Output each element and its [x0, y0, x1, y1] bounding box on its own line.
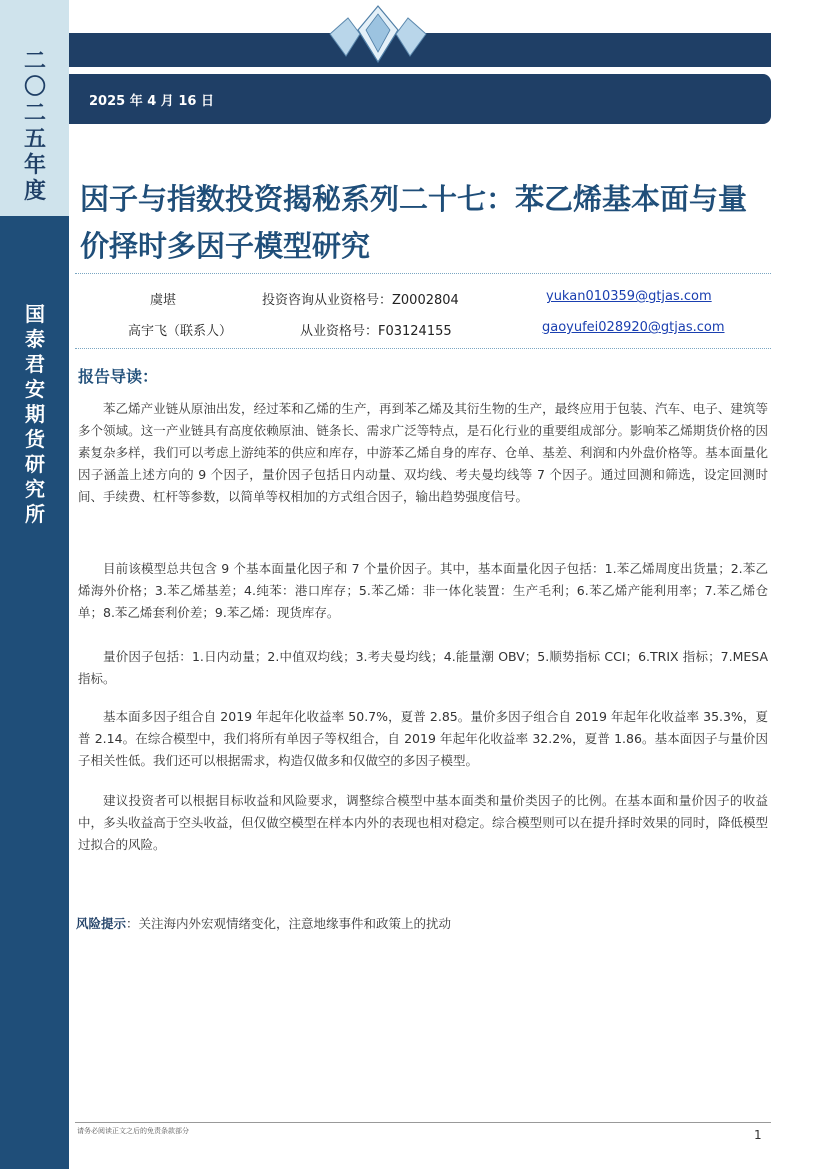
risk-notice	[76, 914, 766, 932]
divider	[75, 273, 771, 274]
intro-paragraph: 苯乙烯产业链从原油出发，经过苯和乙烯的生产，再到苯乙烯及其衍生物的生产，最终应用于包装、汽车、电子、建筑等多个领域。这一产业链具有高度依赖原油、链条长、需求广泛等特点，是石化行业的重要组成部分。影响苯乙烯期货价格的因素复杂多样，我们可以考虑上游纯苯的供应和库存，中游苯乙烯自身的库存、仓单、基差、利润和内外盘价格等。基本面量化因子涵盖上述方向的 9 个因子，量价因子包括日内动量、双均线、考夫曼均线等 7 个因子。通过回测和筛选，设定回测时间、手续费、杠杆等参数，以简单等权相加的方式组合因子，输出趋势强度信号。	[78, 401, 768, 504]
author-name: 虞堪	[150, 293, 177, 308]
intro-paragraph: 目前该模型总共包含 9 个基本面量化因子和 7 个量价因子。其中，基本面量化因子包括：1.苯乙烯周度出货量；2.苯乙烯海外价格；3.苯乙烯基差；4.纯苯：港口库存；5.苯乙烯：非一体化装置：生产毛利；6.苯乙烯产能利用率；7.苯乙烯仓单；8.苯乙烯套利价差；9.苯乙烯：现货库存。	[78, 561, 768, 620]
author-name: 高宇飞（联系人）	[128, 324, 233, 339]
section-heading: 报告导读：	[78, 367, 159, 386]
sidebar-year: 二〇二五年度	[23, 48, 46, 204]
disclaimer-note: 请务必阅读正文之后的免责条款部分	[77, 1127, 189, 1135]
divider	[75, 348, 771, 349]
author-email-link[interactable]: yukan010359@gtjas.com	[546, 289, 712, 304]
intro-paragraph: 基本面多因子组合自 2019 年起年化收益率 50.7%，夏普 2.85。量价多因子组合自 2019 年起年化收益率 35.3%，夏普 2.14。在综合模型中，我们将所有单因子等权组合，自 2019 年起年化收益率 32.2%，夏普 1.86。基本面因子与量价因子相关性低。我们还可以根据需求，构造仅做多和仅做空的多因子模型。	[78, 709, 768, 768]
intro-paragraph: 建议投资者可以根据目标收益和风险要求，调整综合模型中基本面类和量价类因子的比例。在基本面和量价因子的收益中，多头收益高于空头收益，但仅做空模型在样本内外的表现也相对稳定。综合模型则可以在提升择时效果的同时，降低模型过拟合的风险。	[78, 793, 768, 852]
risk-text: ：关注海内外宏观情绪变化，注意地缘事件和政策上的扰动	[126, 916, 452, 931]
report-title: 因子与指数投资揭秘系列二十七：苯乙烯基本面与量价择时多因子模型研究	[80, 182, 748, 263]
author-cert: 投资咨询从业资格号：Z0002804	[262, 293, 459, 308]
date-banner	[69, 74, 771, 124]
report-date: 2025 年 4 月 16 日	[89, 94, 214, 109]
sidebar-org-name: 国泰君安期货研究所	[25, 302, 45, 526]
diamond-logo-icon	[318, 0, 438, 70]
intro-paragraph: 量价因子包括：1.日内动量；2.中值双均线；3.考夫曼均线；4.能量潮 OBV；5.顺势指标 CCI；6.TRIX 指标；7.MESA 指标。	[78, 649, 768, 686]
author-row	[0, 320, 826, 340]
page-number: 1	[754, 1128, 762, 1142]
risk-label: 风险提示	[76, 916, 127, 931]
author-row	[0, 289, 826, 309]
author-email-link[interactable]: gaoyufei028920@gtjas.com	[542, 320, 725, 335]
footer-divider	[75, 1122, 771, 1123]
author-cert: 从业资格号：F03124155	[300, 324, 452, 339]
